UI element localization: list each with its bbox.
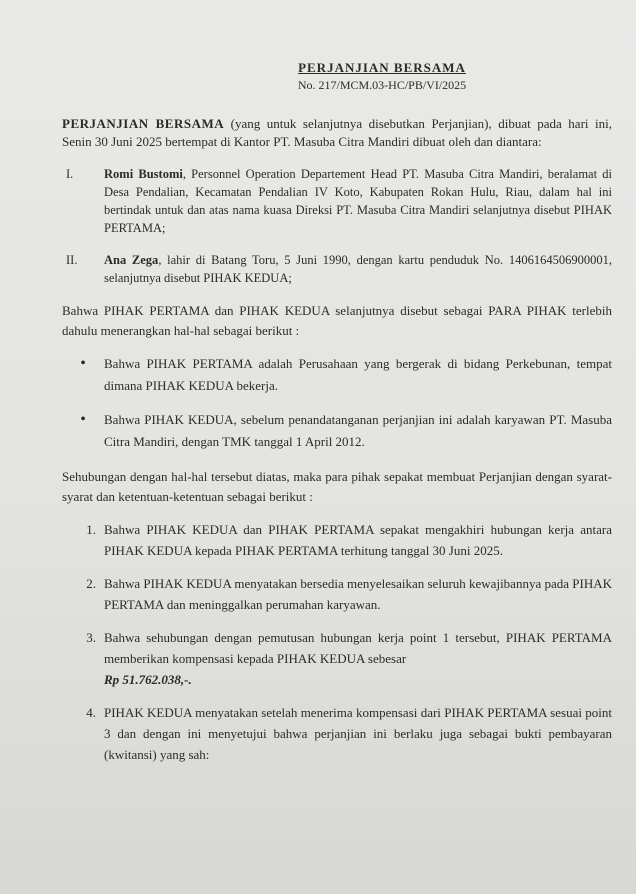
document-number: No. 217/MCM.03-HC/PB/VI/2025 [297,78,467,92]
party-text: , Personnel Operation Departement Head PT. Masuba Citra Mandiri, beralamat di Desa Pendalian, Kecamatan Pendalian IV Koto, Kabupaten Rokan Hulu, Riau, dalam hal ini bertindak untuk dan atas nama kuasa Direksi PT. Masuba Citra Mandiri selanjutnya disebut PIHAK PERTAMA; [104,167,612,235]
intro-rest: (yang untuk selanjutnya disebutkan Perjanjian), dibuat pada hari ini, Senin 30 Juni 2025 bertempat di Kantor PT. Masuba Citra Mandiri dibuat oleh dan diantara: [62,116,612,149]
bullet-icon: • [80,355,86,372]
recital-list [62,353,612,453]
list-item: • Bahwa PIHAK KEDUA, sebelum penandatanganan perjanjian ini adalah karyawan PT. Masuba Citra Mandiri, dengan TMK tanggal 1 April 2012. [62,409,612,453]
party-first [62,165,612,237]
party-roman: I. [66,167,74,181]
list-item: 1. Bahwa PIHAK KEDUA dan PIHAK PERTAMA sepakat mengakhiri hubungan kerja antara PIHAK KEDUA kepada PIHAK PERTAMA terhitung tanggal 30 Juni 2025. [86,522,612,558]
party-text: , lahir di Batang Toru, 5 Juni 1990, dengan kartu penduduk No. 1406164506900001, selanjutnya disebut PIHAK KEDUA; [104,253,612,285]
list-item: • Bahwa PIHAK PERTAMA adalah Perusahaan yang bergerak di bidang Perkebunan, tempat dimana PIHAK KEDUA bekerja. [62,353,612,397]
party-roman: II. [66,253,78,267]
intro-paragraph [62,115,612,151]
intro-lead: PERJANJIAN BERSAMA [62,116,225,131]
clause-list [62,519,612,765]
bullet-icon: • [80,411,86,428]
party-name: Ana Zega [104,253,159,267]
list-item: 2. Bahwa PIHAK KEDUA menyatakan bersedia menyelesaikan seluruh kewajibannya pada PIHAK PERTAMA dan meninggalkan perumahan karyawan. [86,576,612,612]
compensation-amount: Rp 51.762.038,-. [104,672,192,687]
terms-paragraph: Sehubungan dengan hal-hal tersebut diatas, maka para pihak sepakat membuat Perjanjian dengan syarat-syarat dan ketentuan-ketentuan sebagai berikut : [62,469,612,504]
recital-paragraph: Bahwa PIHAK PERTAMA dan PIHAK KEDUA selanjutnya disebut sebagai PARA PIHAK terlebih dahulu menerangkan hal-hal sebagai berikut : [62,303,612,338]
party-name: Romi Bustomi [104,167,183,181]
party-second [62,251,612,287]
list-item: 3. Bahwa sehubungan dengan pemutusan hubungan kerja point 1 tersebut, PIHAK PERTAMA memberikan kompensasi kepada PIHAK KEDUA sebesar Rp 51.762.038,-. [86,630,612,687]
list-item: 4. PIHAK KEDUA menyatakan setelah menerima kompensasi dari PIHAK PERTAMA sesuai point 3 dan dengan ini menyetujui bahwa perjanjian ini berlaku juga sebagai bukti pembayaran (kwitansi) yang sah: [86,705,612,762]
document-title: PERJANJIAN BERSAMA [298,60,466,75]
